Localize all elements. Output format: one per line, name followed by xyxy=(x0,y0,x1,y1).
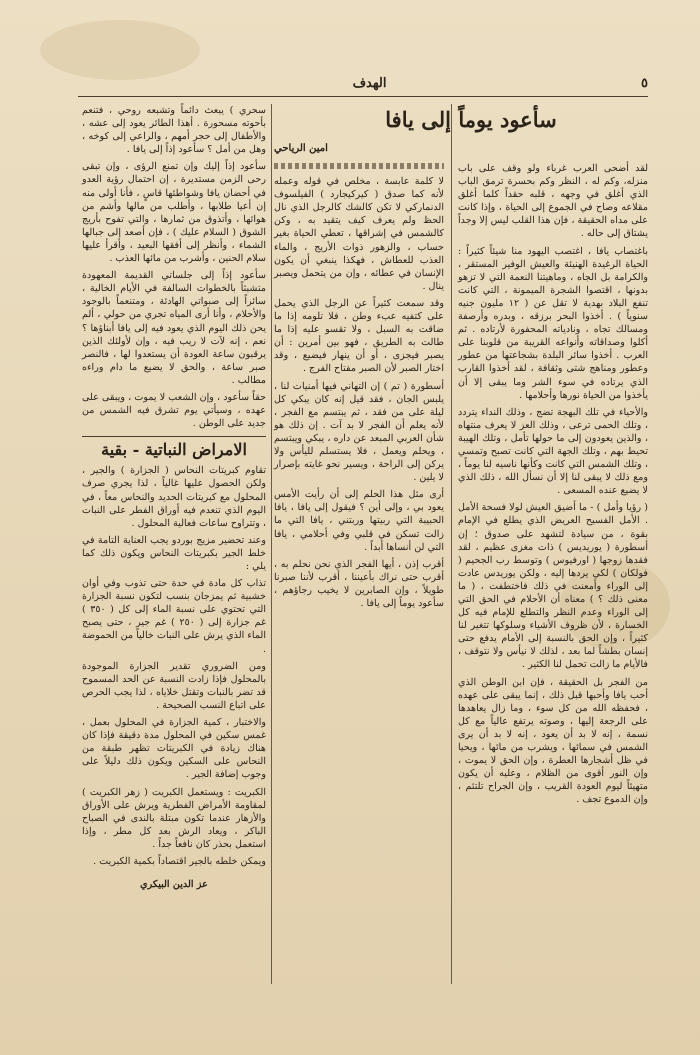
paragraph: سأعود إذاً إلى جلساتي القديمة المعهودة متشبثاً بالخطوات السالفة في الأيام الخالية ، سائراً إلى صبواتي الهادئة ، ومتنعماً بالوجود والأحلام ، وأنا أرى المياه تجري من حولي ، ألم يحن ذلك اليوم الذي يعود فيه إلى يافا أبناؤها ؟ نعم ، إنه لآت لا ريب فيه ، وإن لأولئك الذين يرقبون ساعة العودة أن يستعدوا لها ، فالنصر صبر ساعة ، والحق لا يضيع ما دام وراءه مطالب . xyxy=(82,270,266,386)
paragraph: سحري ) يبعث دائماً وتشبعه روحي ، فتنعم بأحوته مسحورة . أهذا الطائر يعود إلى عشه ، والأطفال إلى حجر أمهم ، والراعي إلى كوخه ، وهل من أمل ؟ سأعود إذاً إلى يافا . xyxy=(82,105,266,156)
paragraph: لا كلمة عابسة ، مخلص في قوله وعمله لأنه كما صدق ( كيركيجارد ) الفيلسوف الدنماركي لا تكن كالشك كالرجل الذي نال الحظ ولم يعرف كيف يتقيد به ، وكن كالشمس في إشراقها ، تعطي الحياة بغير حساب ، والزهور ذوات الأريج ، والماء العذب للعطاش ، فهكذا ينبغي أن يكون الإنسان في عطائه ، وإن من يتحمل ويصبر ينال . xyxy=(274,176,444,292)
paragraph: وقد سمعت كثيراً عن الرجل الذي يحمل على كتفيه عبء وطن ، فلا تلومه إذا ما ضاقت به السبل ، ولا تقسو عليه إذا ما طالت به الطريق ، فهو بين أمرين : أن يصبر فيجزى ، أو أن ينهار فيضيع ، وقد اختار الصبر لأن الصبر مفتاح الفرج . xyxy=(274,297,444,375)
paragraph: والأحياء في تلك البهجة تضج ، وذلك النداء يتردد ، وتلك الحمى ترعى ، وذلك العز لا يعرف منتهاه ، والذين يعودون إلى ما حولها تأمل ، وتلك الهيبة تحيط بهم ، وتلك الجهة التي كانت تصبح وتمسي ، وتلك الشمس التي كانت وكأنها ناسيه لنا يوماً ، ومع ذلك لا يبقى لنا إلا أن نسأل الله ، ذلك الذي لا يضيع عنده المسعى . xyxy=(458,406,648,497)
paragraph: والاختبار ، كمية الجزارة في المحلول بعمل ، غمس سكين في المحلول مدة دقيقة فإذا كان هناك زيادة في الكبريتات تظهر طبقة من النحاس على السكين ويكون ذلك دليلاً على وجوب إضافة الجير . xyxy=(82,717,266,781)
paragraph: من الفجر بل الحقيقة ، فإن ابن الوطن الذي أحب يافا وأحبها قبل ذلك ، إنما يبقى على عهده ، فحفظه الله من كل سوء ، وما زال يعاهدها على الرجعة إليها ، وصوته يرتفع عالياً مع كل نسمة ، إنه لا بد أن يعود ، إنه لا بد أن يرى الشمس في سمائها ، ويشرب من مائها ، ويحيا في ظل أشجارها العطرة ، وإن الحق لا يموت ، وإن النور أقوى من الظلام ، وعليه أن يكون متهيئاً ليوم العودة القريب ، وإن الجراح تلتئم ، وإن الدموع تجف . xyxy=(458,676,648,806)
divider xyxy=(274,163,444,169)
paragraph: لقد أضحى العرب غرباء ولو وقف على باب منزله، وكم له ، النظر وكم بحسرة ترمق الباب الذي أغلق في وجهه ، قلبه حقداً كلما أغلق مقلاعه وصاح في الجموع إلى الحياة ، وإذا كانت على مداه الحقيقة ، فإن هذا القلب ليس إلا وجداً يشتاق إلى حاله . xyxy=(458,163,648,240)
paragraph: ( رؤيا وأمل ) - ما أضيق العيش لولا فسحة الأمل . الأمل الفسيح العريض الذي يطلع في الإمام بقوة ، من سيادة لتشهد على صدوق ؛ إن أسطورة ( يوريديس ) ذات مغزى عظيم ، لقد فقدها زوجها ( اورفيوس ) وتوسط رب الجحيم ( فولكان ) لكي يردها إليه ، ولكن يوريدس عادت إلى الوراء وأمعنت في ذلك فاختطفت ، ( ما معنى ذلك ؟ ) معناه أن الأحلام في الحق التي إلى الوراء وعدم النظر والتطلع للإمام فيه كل الخسارة ، لأن ظروف الأشياء وسلوكها تتغير لنا كثيراً ، وإن الحق بالنسبة إلى الأمام يدفع حتى إنسان بطشاً لما بعد ، لذلك لا نيأس ولا نتوقف ، فالأيام ما زالت تحمل لنا الكثير . xyxy=(458,502,648,671)
page-header xyxy=(78,70,648,97)
column-rule xyxy=(451,104,452,984)
paragraph: باغتصاب يافا ، اغتصب اليهود منا شيئاً كثيراً : الحياة الرغيدة الهنيئة والعيش الوفير المستقر ، والكرامة بل الجاه ، وماهيتنا النعمة التي لا تزهو بدونها ، اقتصوا الشجرة الميمونة ، التي كانت تنفع البلاد بهدية لا تقل عن ( ١٢ مليون جنيه سنوياً ) . أخذوا البحر برزقه ، وبدره وأرصفة ومسالك تجاه ، ونادياته المحفورة لأرتاده . ثم أكلوا وصداقاته وأنواعه القريبة من قلوبنا على العرب . أخذوا سائر البلدة بشجاعتها من عطور وعطور ومناهج شتى وثقافة ، لقد أخذوا القارب الذي يرتاده في سوء الشر وما يبقى إلا أن يأخذوا من الحياة نورها وأحلامها . xyxy=(458,245,648,401)
paragraph: ومن الضروري تقدير الجزارة الموجودة بالمحلول فإذا زادت النسبة عن الحد المسموح قد تضر بالنبات وتقتل خلاياه ، لذا يجب الحرص على اتباع النسب الصحيحة . xyxy=(82,660,266,711)
paragraph: سأعود إذاً إليك وإن تمنع الرؤى ، وإن تبقى رحى الزمن مستديرة ، إن احتمال رؤية العدو في أحضان يافا وشواطئها قاسٍ ، فأنا أولى منه إن أعيا طلابها ، وأطلب من مالها وأشم من هوائها ، وأتذوق من ثمارها ، والتي تفوح بأريج الشوق ( السلام عليك ) ، فإن أصعد إلى جبالها الشماء ، وأنظر إلى أفقها البعيد ، وأقرأ عليها سلام الحنين ، وأشرب من مائها العذب . xyxy=(82,161,266,265)
article-title: سأعود يوماً إلى يافا xyxy=(385,107,557,132)
article-column-left xyxy=(82,104,266,984)
column-rule xyxy=(271,104,272,984)
newspaper-title: الهدف xyxy=(352,75,387,91)
article-byline: امين الرياحي xyxy=(274,143,328,154)
section-signature: عز الدين البيكري xyxy=(140,879,208,891)
paragraph: أسطورة ( تم ) إن التهاني فيها أمنيات لنا ، يلبس الجان ، فقد قيل إنه كان يبكي كل ليلة على من فقد ، ثم يبتسم مع الفجر ، لأنه يعلم أن الفجر لا بد آت . إن ذلك هو شأن العربي المبعد عن داره ، يبكي ويبتسم ، ويحلم ويعمل ، فلا يستسلم لليأس ولا يركن إلى الراحة ، ويسير نحو غايته بإصرار لا يلين . xyxy=(274,380,444,484)
article-column-middle xyxy=(274,104,444,984)
paragraph: الكبريت : ويستعمل الكبريت ( زهر الكبريت ) لمقاومة الأمراض الفطرية ويرش على الأوراق والأزهار عندما تكون مبتلة بالندى في الصباح الباكر ، ويعاد الرش بعد كل مطر ، وإذا استعمل بحذر كان نافعاً جداً . xyxy=(82,786,266,850)
paragraph: أرى مثل هذا الحلم إلى أن رأيت الأمس يعود بي ، وإلى أين ؟ فيقول إلى يافا ، يافا الحبيبة التي ربيتها وربتني ، يافا التي ما زالت تسكن في قلبي وفي أحلامي ، يافا التي لن أنساها أبداً . xyxy=(274,489,444,553)
article-column-right xyxy=(385,104,648,984)
paragraph: ويمكن خلطه بالجير اقتصاداً بكمية الكبريت . xyxy=(93,855,266,867)
section-divider xyxy=(82,436,266,437)
paragraph: حقاً سأعود ، وإن الشعب لا يموت ، ويبقى على عهده ، وسيأتي يوم تشرق فيه الشمس من جديد على الوطن . xyxy=(82,391,266,430)
section-title: الامراض النباتية - بقية xyxy=(101,440,247,460)
paragraph: أقرب إذن ، أيها الفجر الذي نحن نحلم به ، أقرب حتى نراك بأعيننا ، أقرب لأننا صبرنا طويلاً ، وإن الصابرين لا يخيب رجاؤهم ، سأعود يوماً إلى يافا . xyxy=(274,558,444,609)
paragraph: تذاب كل مادة في حدة حتى تذوب وفي أوان خشبية ثم يمزجان بنسب لتكون نسبة الجزارة التي تحتوي على نسبة الماء إلى كل ( ٣٥٠ ) غم جزارة إلى ( ٢٥٠ ) غم جير ، حتى يصبح الماء الذي يرش على النبات خالياً من الحموضة . xyxy=(82,578,267,655)
paragraph: تقاوم كبريتات النحاس ( الجزارة ) والجير ، ولكن الحصول عليها غالياً ، لذا يجري صرف المحلول مع كبريتات الحديد والنحاس معاً ، في اليوم الذي تنعدم فيه أوراق الفطر على النبات ، وتتراوح ساعات فعالية المحلول . xyxy=(82,465,266,529)
paragraph: وعند تحضير مزيج بوردو يجب العناية التامة في خلط الجير بكبريتات النحاس ويكون ذلك كما يلي : xyxy=(82,534,266,572)
page-number: ٥ xyxy=(641,75,648,91)
